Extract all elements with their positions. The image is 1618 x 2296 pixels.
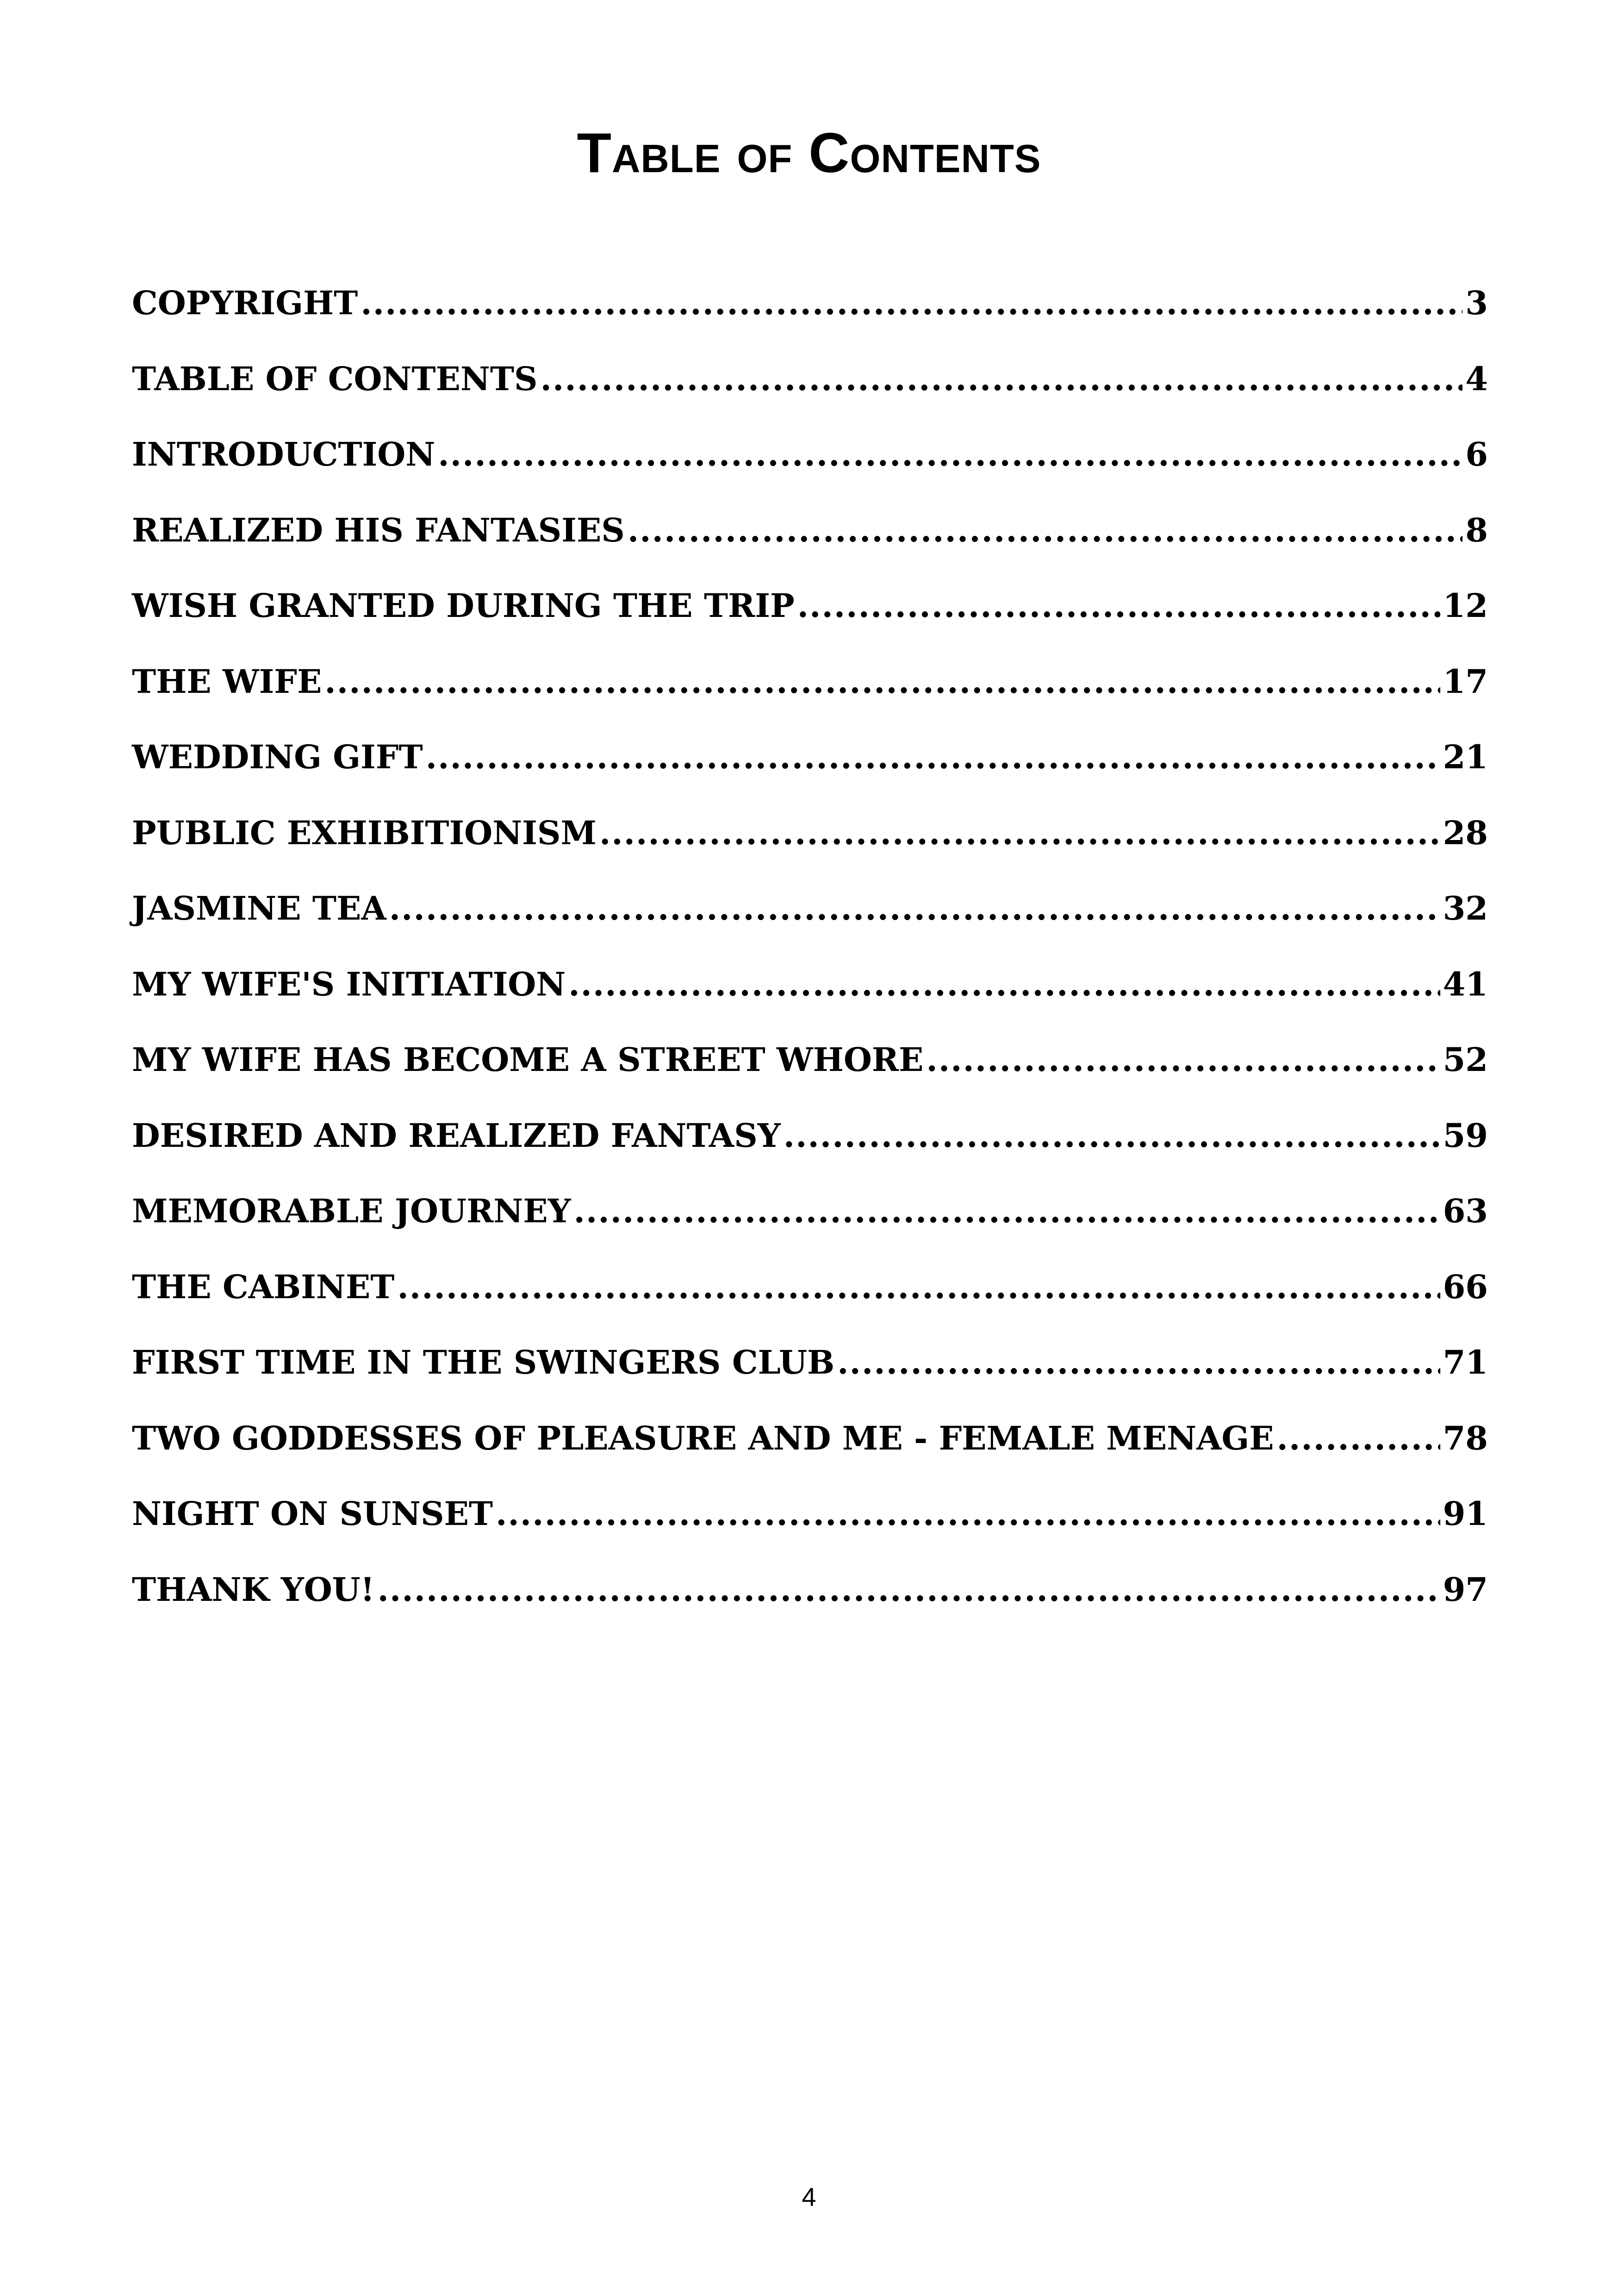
toc-entry[interactable]: [132, 1418, 1488, 1493]
toc-entry[interactable]: [132, 661, 1488, 737]
toc-entry[interactable]: [132, 282, 1488, 358]
toc-entry[interactable]: [132, 964, 1488, 1039]
toc-entry-page: 3: [1465, 284, 1488, 322]
toc-entry-page: 52: [1443, 1040, 1488, 1079]
toc-entry[interactable]: [132, 1493, 1488, 1569]
toc-dot-leader: [926, 1039, 1440, 1081]
toc-entry[interactable]: [132, 358, 1488, 434]
toc-entry-page: 71: [1443, 1343, 1488, 1381]
toc-entry-label: COPYRIGHT: [132, 284, 358, 322]
toc-dot-leader: [361, 282, 1462, 324]
toc-entry-page: 59: [1443, 1116, 1488, 1155]
toc-entry[interactable]: [132, 1190, 1488, 1266]
toc-entry-label: WISH GRANTED DURING THE TRIP: [132, 586, 795, 625]
toc-dot-leader: [438, 434, 1462, 475]
toc-entry-page: 66: [1443, 1267, 1488, 1306]
toc-entry-page: 78: [1443, 1419, 1488, 1457]
toc-entry-page: 12: [1443, 586, 1488, 625]
toc-entry[interactable]: [132, 812, 1488, 888]
toc-entry[interactable]: [132, 736, 1488, 812]
toc-dot-leader: [1277, 1418, 1440, 1459]
toc-entry[interactable]: [132, 888, 1488, 964]
page-number: 4: [802, 2182, 816, 2211]
toc-entry-page: 8: [1465, 510, 1488, 549]
toc-dot-leader: [496, 1493, 1440, 1535]
toc-dot-leader: [540, 358, 1462, 400]
toc-entry-page: 28: [1443, 813, 1488, 852]
toc-entry-label: INTRODUCTION: [132, 435, 436, 473]
toc-entry-page: 6: [1465, 435, 1488, 473]
toc-entry-label: WEDDING GIFT: [132, 738, 423, 776]
toc-dot-leader: [837, 1342, 1440, 1383]
toc-entry-page: 21: [1443, 738, 1488, 776]
toc-entry[interactable]: [132, 1039, 1488, 1115]
toc-dot-leader: [324, 661, 1440, 703]
toc-entry-label: MY WIFE'S INITIATION: [132, 964, 566, 1003]
toc-entry-label: REALIZED HIS FANTASIES: [132, 510, 625, 549]
toc-dot-leader: [389, 888, 1440, 929]
toc-entry[interactable]: [132, 1266, 1488, 1342]
toc-entry[interactable]: [132, 510, 1488, 585]
toc-entry-page: 91: [1443, 1494, 1488, 1533]
toc-entry[interactable]: [132, 585, 1488, 661]
toc-entry[interactable]: [132, 434, 1488, 510]
toc-entry-page: 4: [1465, 359, 1488, 398]
toc-entry[interactable]: [132, 1342, 1488, 1418]
toc-entry-label: TWO GODDESSES OF PLEASURE AND ME - FEMALE MENAGE: [132, 1419, 1274, 1457]
toc-dot-leader: [574, 1190, 1440, 1232]
page-title: Table of Contents: [577, 121, 1041, 184]
toc-dot-leader: [377, 1569, 1440, 1611]
toc-dot-leader: [568, 964, 1440, 1005]
toc-dot-leader: [426, 736, 1440, 778]
toc-entry[interactable]: [132, 1115, 1488, 1191]
toc-entry-label: MEMORABLE JOURNEY: [132, 1192, 571, 1230]
toc-entry-label: TABLE OF CONTENTS: [132, 359, 538, 398]
toc-entry-page: 97: [1443, 1570, 1488, 1609]
toc-entry-page: 17: [1443, 662, 1488, 701]
toc-entry-label: FIRST TIME IN THE SWINGERS CLUB: [132, 1343, 835, 1381]
toc-list: [132, 282, 1488, 1644]
toc-entry-label: THE WIFE: [132, 662, 322, 701]
toc-dot-leader: [599, 812, 1440, 854]
toc-dot-leader: [784, 1115, 1440, 1157]
toc-entry-page: 32: [1443, 889, 1488, 927]
toc-entry-label: DESIRED AND REALIZED FANTASY: [132, 1116, 781, 1155]
toc-dot-leader: [797, 585, 1440, 627]
toc-entry-page: 63: [1443, 1192, 1488, 1230]
toc-entry-label: NIGHT ON SUNSET: [132, 1494, 493, 1533]
toc-entry-label: JASMINE TEA: [132, 889, 386, 927]
toc-entry-label: THE CABINET: [132, 1267, 395, 1306]
toc-entry-label: PUBLIC EXHIBITIONISM: [132, 813, 597, 852]
toc-entry-label: THANK YOU!: [132, 1570, 375, 1609]
toc-entry-page: 41: [1443, 964, 1488, 1003]
toc-entry-label: MY WIFE HAS BECOME A STREET WHORE: [132, 1040, 924, 1079]
toc-entry[interactable]: [132, 1569, 1488, 1645]
toc-dot-leader: [397, 1266, 1440, 1308]
toc-dot-leader: [628, 510, 1462, 551]
